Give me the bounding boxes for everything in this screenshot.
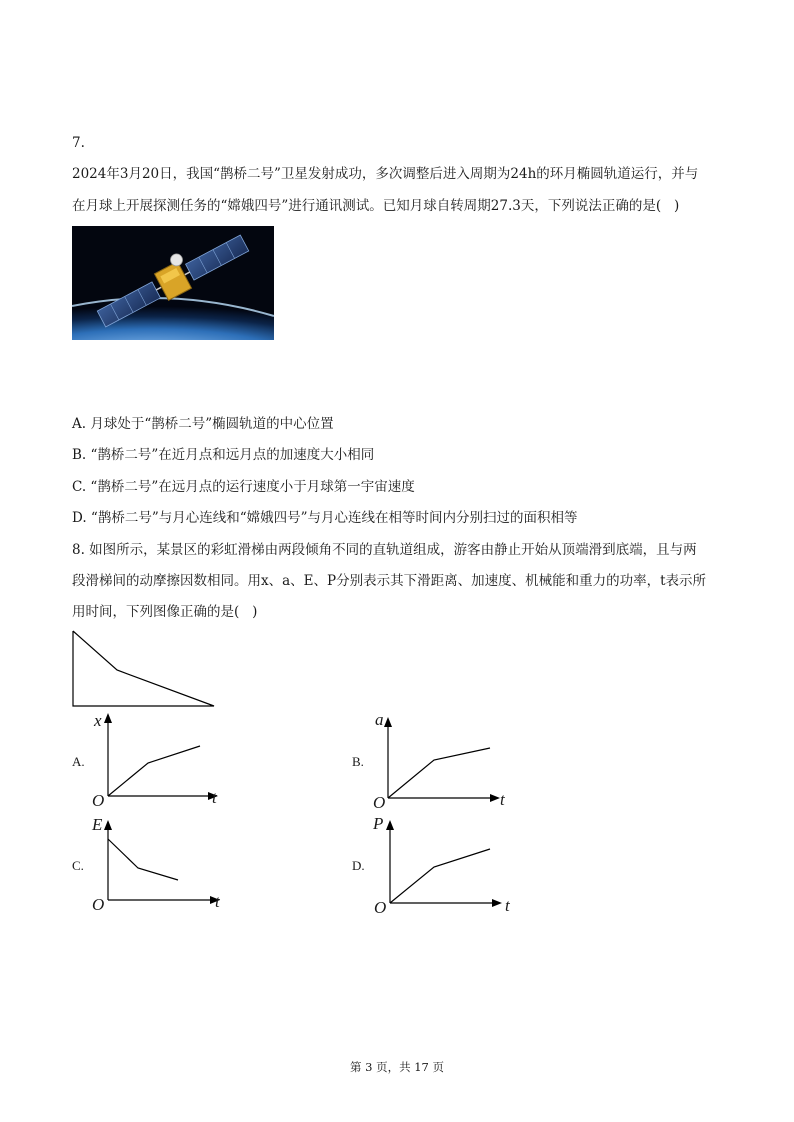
graph-d-option-label: D. xyxy=(352,858,365,873)
graph-d xyxy=(372,815,522,915)
graph-c-option-label: C. xyxy=(72,858,84,873)
graph-d-x-label: t xyxy=(505,896,510,915)
q7-option-a: A. 月球处于“鹊桥二号”椭圆轨道的中心位置 xyxy=(72,416,334,432)
q7-option-c: C. “鹊桥二号”在远月点的运行速度小于月球第一宇宙速度 xyxy=(72,479,415,495)
graph-a xyxy=(90,712,240,812)
graph-a-x-label: t xyxy=(212,788,217,807)
graph-b-x-label: t xyxy=(500,790,505,809)
graph-a-curve xyxy=(108,746,200,796)
graph-b-curve xyxy=(388,748,490,798)
q7-option-b: B. “鹊桥二号”在近月点和远月点的加速度大小相同 xyxy=(72,447,375,463)
graph-b-origin: O xyxy=(373,793,386,812)
q7-stem-line2: 在月球上开展探测任务的“嫦娥四号”进行通讯测试。已知月球自转周期27.3天，下列说法正确的是( ) xyxy=(72,198,680,214)
q7-option-d: D. “鹊桥二号”与月心连线和“嫦娥四号”与月心连线在相等时间内分别扫过的面积相等 xyxy=(72,510,578,526)
q8-stem-line3: 用时间，下列图像正确的是( ) xyxy=(72,604,258,620)
graph-d-curve xyxy=(390,849,490,903)
graph-c-x-label: t xyxy=(215,892,220,911)
q8-stem-line2: 段滑梯间的动摩擦因数相同。用x、a、E、P分别表示其下滑距离、加速度、机械能和重力的功率，t表示所 xyxy=(72,573,707,589)
graph-b-option-label: B. xyxy=(352,754,364,769)
slide-diagram xyxy=(72,630,222,710)
graph-c-y-label: E xyxy=(92,815,103,834)
graph-b xyxy=(370,712,520,812)
page-footer: 第 3 页，共 17 页 xyxy=(349,1060,445,1074)
graph-a-y-label: x xyxy=(94,711,102,730)
graph-a-origin: O xyxy=(92,791,105,810)
satellite-photo xyxy=(72,226,274,340)
graph-b-y-label: a xyxy=(375,710,384,729)
graph-a-option-label: A. xyxy=(72,754,85,769)
graph-c-origin: O xyxy=(92,895,105,914)
graph-c-curve xyxy=(108,839,178,880)
graph-d-y-label: P xyxy=(373,814,384,833)
q8-stem-line1: 8. 如图所示，某景区的彩虹滑梯由两段倾角不同的直轨道组成，游客由静止开始从顶端滑到底端，且与两 xyxy=(72,542,697,558)
graph-d-origin: O xyxy=(374,898,387,917)
q7-number: 7. xyxy=(72,135,85,151)
q7-stem-line1: 2024年3月20日，我国“鹊桥二号”卫星发射成功，多次调整后进入周期为24h的环月椭圆轨道运行，并与 xyxy=(72,166,699,182)
